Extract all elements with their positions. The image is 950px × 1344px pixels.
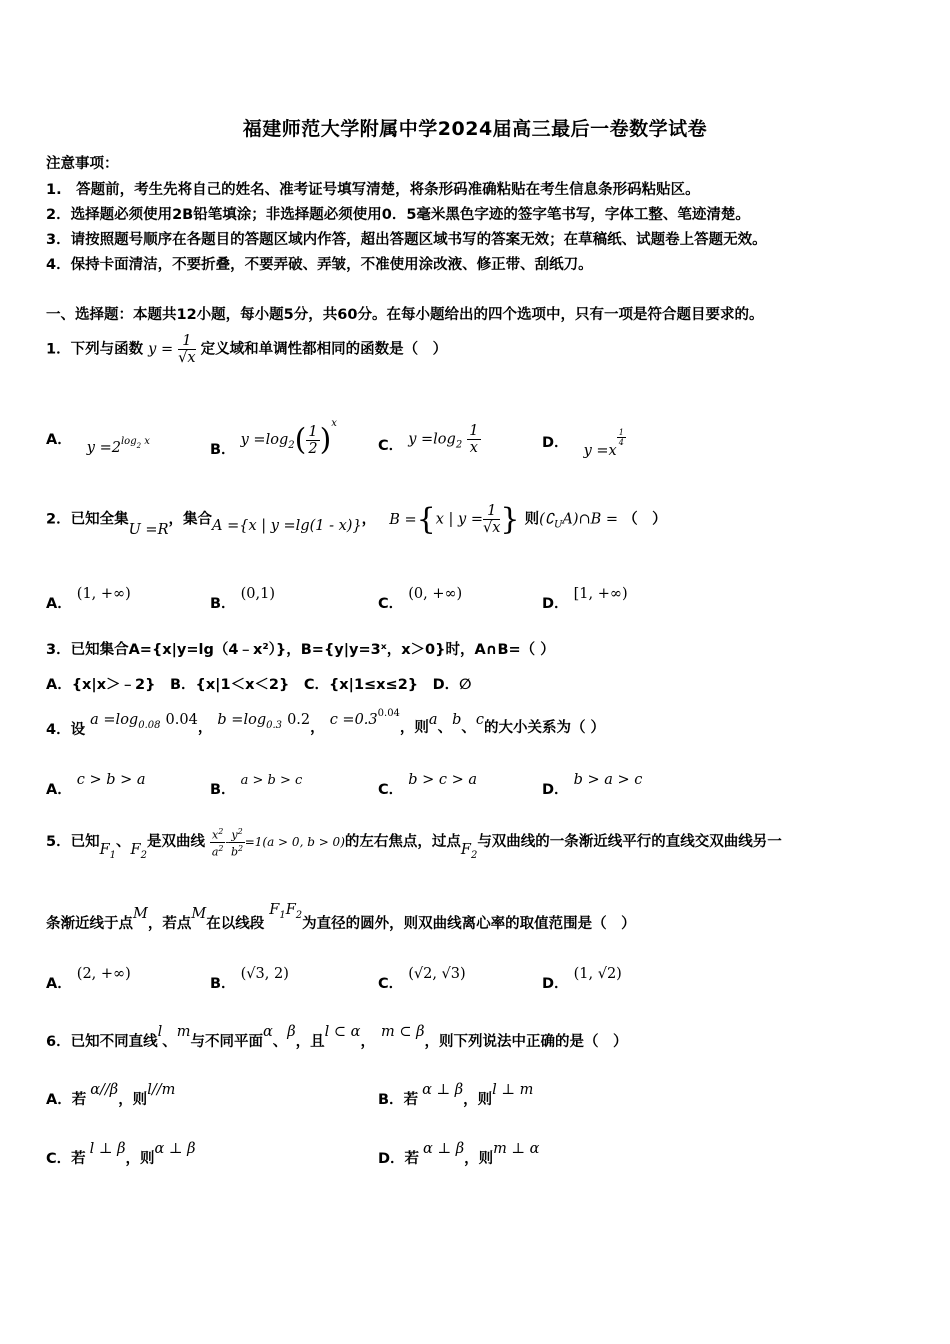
q5-sep: 、 [116, 834, 131, 851]
q4-var-c: c [475, 712, 484, 728]
q1-c-den: x [469, 440, 478, 456]
q2-option-c-value: (0, +∞) [408, 586, 463, 602]
q2-option-b[interactable] [210, 582, 275, 612]
q5-f2-sub: 2 [140, 850, 147, 862]
q4-prefix: 4．设 [46, 722, 86, 738]
q5-option-d[interactable] [542, 962, 622, 992]
q6-b-then-word: ，则 [463, 1092, 493, 1108]
q4-a-expr: a =log [90, 712, 139, 728]
q2-set-b-num: 1 [483, 503, 500, 520]
q1-c-sub: 2 [455, 439, 463, 451]
q2-comma: ， [361, 511, 377, 528]
q4-sep-1: 、 [437, 720, 453, 736]
q2-expr-sub: U [553, 519, 563, 531]
q2-set-b-frac [483, 503, 500, 536]
q1-option-b[interactable] [210, 418, 337, 458]
q4-var-a: a [428, 712, 438, 728]
q1-option-a[interactable] [46, 428, 150, 456]
q2-option-d[interactable] [542, 582, 628, 612]
q5-f2 [130, 842, 147, 862]
q2-label-d: D． [542, 596, 569, 612]
q1-d-exp-num: 1 [618, 428, 624, 437]
q6-d-then-word: ，则 [464, 1151, 494, 1167]
q5-y2-letter: y [231, 828, 238, 842]
q1-d-exp [617, 428, 626, 447]
q5-minus: - [225, 835, 230, 850]
q5-b2-letter: b [230, 845, 239, 859]
q4-then: ，则 [399, 720, 429, 736]
q6-plane-alpha: α [262, 1024, 273, 1040]
q4-label-d: D． [542, 782, 569, 798]
q6-label-b: B． [378, 1092, 404, 1108]
q1-b-lhs: y =log [240, 432, 289, 448]
q1-a-expr [86, 436, 150, 456]
q1-func-lhs: y = [148, 341, 174, 358]
q4-a-val: 0.04 [165, 712, 198, 728]
q6-c-then-word: ，则 [125, 1151, 155, 1167]
question-3-options[interactable]: A．{x|x＞﹣2} B．{x|1＜x＜2} C．{x|1≤x≤2} D．∅ [46, 677, 472, 693]
q5-y2-sq: 2 [237, 827, 243, 836]
q1-prefix: 1．下列与函数 [46, 341, 144, 358]
q5-option-a[interactable] [46, 962, 131, 992]
q5-f2-letter: F [130, 842, 141, 859]
q1-b-den: 2 [308, 440, 318, 457]
q5-option-a-value: (2, +∞) [76, 966, 131, 982]
page-title: 福建师范大学附属中学2024届高三最后一卷数学试卷 [242, 118, 708, 140]
q6-d-then: m ⊥ α [493, 1141, 540, 1157]
q5-seg-f2: F [285, 902, 296, 918]
q5-option-c-value: (√2, √3) [408, 966, 466, 982]
q6-a-then: l//m [147, 1082, 176, 1098]
q1-a-exp-var: x [144, 436, 150, 447]
question-3-stem: 3．已知集合A={x|y=lg（4﹣x²）}，B={y|y=3ˣ，x＞0}时，A∩B=（ ） [46, 642, 555, 658]
q4-sep-2: 、 [461, 720, 476, 736]
q2-universal-set: U =R [128, 521, 169, 538]
q2-expr-rest: A)∩B = [562, 511, 619, 528]
q2-then: 则 [524, 511, 540, 528]
q4-option-d-value: b > a > c [573, 772, 643, 788]
q4-var-b: b [452, 712, 462, 728]
q6-b-if: α ⊥ β [422, 1082, 464, 1098]
q2-option-a[interactable] [46, 582, 131, 612]
q5-segment [269, 902, 303, 921]
q1-b-paren-close: ) [319, 422, 332, 458]
q5-b2 [229, 843, 244, 859]
q5-f1-letter: F [99, 842, 110, 859]
q4-b-val: 0.2 [287, 712, 311, 728]
q4-label-c: C． [378, 782, 404, 798]
q6-mid1: 与不同平面 [190, 1034, 263, 1050]
q6-label-c: C． [46, 1151, 72, 1167]
q1-c-num: 1 [469, 423, 479, 439]
q1-a-base: y =2 [86, 440, 121, 456]
question-6-stem [46, 1020, 628, 1050]
q6-a-if-word: 若 [71, 1092, 87, 1108]
q5-x2-letter: x [212, 828, 219, 842]
q5-f2b-letter: F [460, 842, 471, 859]
q1-func-den: √x [178, 350, 196, 366]
q4-option-b[interactable] [210, 768, 303, 798]
q2-brace-open: { [416, 502, 436, 537]
q5-f1 [99, 842, 117, 862]
q6-b-then: l ⊥ m [492, 1082, 534, 1098]
q4-label-b: B． [210, 782, 236, 798]
q1-b-sub: 2 [288, 440, 295, 451]
q5-y2 [229, 826, 244, 843]
q1-label-c: C． [378, 437, 404, 454]
q6-plane-beta: β [287, 1024, 296, 1040]
q6-comma: ， [360, 1034, 375, 1050]
q6-suffix: ，则下列说法中正确的是（ ） [424, 1034, 628, 1050]
q2-label-c: C． [378, 596, 404, 612]
q1-d-base: y =x [583, 443, 617, 459]
q2-label-b: B． [210, 596, 236, 612]
q1-a-exp [120, 436, 150, 450]
q5-seg-f1: F [269, 902, 280, 918]
q1-func-num: 1 [178, 333, 195, 350]
q1-option-d[interactable] [542, 428, 626, 459]
q6-option-c[interactable] [46, 1137, 196, 1167]
q5-seg-s1: 1 [279, 910, 286, 921]
q5-mid1: 是双曲线 [146, 834, 205, 851]
q5-x2 [210, 826, 225, 843]
q5-frac-x [210, 826, 225, 858]
q2-prefix: 2．已知全集 [46, 511, 129, 528]
q2-text-set: ，集合 [168, 511, 212, 528]
q5-f2-b [460, 842, 478, 862]
q1-func-fraction [178, 333, 195, 366]
q4-option-c[interactable] [378, 768, 478, 798]
q4-b-sub: 0.3 [266, 720, 283, 731]
q1-d-exp-den: 4 [618, 438, 624, 447]
q1-label-d: D． [542, 435, 569, 451]
q5-x2-sq: 2 [218, 827, 224, 836]
notice-item-2: 2．选择题必须使用2B铅笔填涂；非选择题必须使用0．5毫米黑色字迹的签字笔书写，字体工整、笔迹清楚。 [46, 207, 750, 223]
q1-b-num: 1 [308, 423, 318, 440]
q2-tail: （ ） [623, 511, 667, 528]
q5-line2b: ，若点 [147, 916, 192, 932]
q6-line-m: m [176, 1024, 191, 1040]
q4-c-expr: c =0.3 [329, 712, 378, 728]
q2-label-a: A． [46, 596, 72, 612]
q5-a2-letter: a [211, 845, 219, 859]
q5-label-d: D． [542, 976, 569, 992]
q1-b-frac [306, 424, 319, 457]
q5-label-a: A． [46, 976, 72, 992]
q5-tail1: 与双曲线的一条渐近线平行的直线交双曲线另一 [477, 834, 782, 851]
q1-a-exp-sub: 2 [136, 442, 142, 450]
q5-seg-s2: 2 [295, 910, 303, 921]
q5-eq-rest: =1(a > 0, b > 0) [244, 835, 345, 850]
q4-option-a[interactable] [46, 768, 146, 798]
q1-b-paren-open: ( [294, 422, 307, 458]
question-2-stem [46, 502, 667, 537]
q2-set-a: A ={x | y =lg(1 - x)} [212, 517, 362, 534]
q5-b2-sq: 2 [238, 843, 244, 853]
q2-set-b-lhs: B = [389, 511, 417, 528]
q6-mid2: ，且 [295, 1034, 325, 1050]
q4-option-b-value: a > b > c [240, 773, 303, 788]
q4-option-c-value: b > c > a [408, 772, 478, 788]
q5-frac-y [229, 826, 244, 858]
q5-point-m-2: M [191, 906, 207, 922]
q2-option-b-value: (0,1) [240, 586, 275, 602]
q1-c-lhs: y =log [408, 431, 456, 448]
q4-c-exp: 0.04 [377, 708, 400, 719]
q5-prefix: 5．已知 [46, 834, 100, 851]
q6-c-if-word: 若 [71, 1151, 86, 1167]
q5-f1-sub: 1 [109, 850, 117, 862]
q4-option-d[interactable] [542, 768, 643, 798]
q6-option-a[interactable] [46, 1078, 176, 1108]
q4-a-sub: 0.08 [138, 720, 161, 731]
q1-suffix: 定义域和单调性都相同的函数是（ ） [200, 341, 448, 358]
q6-d-if-word: 若 [404, 1151, 420, 1167]
question-1-stem [46, 333, 447, 366]
notice-heading: 注意事项： [46, 156, 119, 172]
q5-mid2: 的左右焦点，过点 [344, 834, 461, 851]
q6-a-if: α//β [90, 1082, 119, 1098]
q2-set-b-den: √x [482, 520, 501, 536]
notice-item-1: 1. 答题前，考生先将自己的姓名、准考证号填写清楚，将条形码准确粘贴在考生信息条形码粘贴区。 [46, 182, 700, 198]
q6-label-d: D． [378, 1151, 405, 1167]
q6-d-if: α ⊥ β [423, 1141, 465, 1157]
q5-option-d-value: (1, √2) [573, 966, 622, 982]
q5-line2c: 在以线段 [206, 916, 265, 932]
q6-sep-2: 、 [272, 1034, 288, 1050]
q5-line2a: 条渐近线于点 [46, 916, 133, 932]
q1-a-exp-log: log [120, 436, 137, 447]
q4-label-a: A． [46, 782, 72, 798]
q2-brace-close: } [500, 502, 520, 537]
q2-option-d-value: [1, +∞) [573, 586, 628, 602]
q5-a2-sq: 2 [218, 843, 224, 853]
q5-line2d: 为直径的圆外，则双曲线离心率的取值范围是（ ） [302, 916, 636, 932]
q6-a-then-word: ，则 [118, 1092, 148, 1108]
q6-line-l: l [157, 1024, 163, 1040]
question-5-stem-line-2 [46, 902, 636, 932]
q4-option-a-value: c > b > a [76, 772, 146, 788]
q1-label-a: A． [46, 432, 72, 448]
q1-label-b: B． [210, 442, 236, 458]
q2-expr: (∁ [539, 511, 554, 528]
q2-set-b-inner: x | y = [435, 511, 483, 528]
q6-label-a: A． [46, 1092, 72, 1108]
q5-label-c: C． [378, 976, 404, 992]
q6-prefix: 6．已知不同直线 [46, 1034, 158, 1050]
q6-cond1: l ⊂ α [324, 1024, 361, 1040]
q5-a2 [210, 843, 225, 859]
q6-c-if: l ⊥ β [89, 1141, 126, 1157]
q2-option-a-value: (1, +∞) [76, 586, 131, 602]
q1-option-c[interactable] [378, 423, 481, 456]
notice-item-4: 4．保持卡面清洁，不要折叠，不要弄破、弄皱，不准使用涂改液、修正带、刮纸刀。 [46, 257, 593, 273]
q6-c-then: α ⊥ β [154, 1141, 196, 1157]
question-4-stem [46, 708, 606, 738]
q6-option-b[interactable] [378, 1078, 534, 1108]
notice-item-3: 3．请按照题号顺序在各题目的答题区域内作答，超出答题区域书写的答案无效；在草稿纸、试题卷上答题无效。 [46, 232, 767, 248]
q6-sep-1: 、 [162, 1034, 177, 1050]
q2-option-c[interactable] [378, 582, 463, 612]
section-heading: 一、选择题：本题共12小题，每小题5分，共60分。在每小题给出的四个选项中，只有一项是符合题目要求的。 [46, 307, 764, 323]
q6-b-if-word: 若 [403, 1092, 419, 1108]
q5-option-b-value: (√3, 2) [240, 966, 289, 982]
q6-cond2: m ⊂ β [380, 1024, 425, 1040]
q5-option-b[interactable] [210, 962, 289, 992]
q1-c-frac [467, 423, 480, 456]
q4-suffix: 的大小关系为（ ） [484, 720, 606, 736]
q4-comma-1: ， [197, 720, 213, 736]
q5-f2b-sub: 2 [470, 850, 478, 862]
q4-b-expr: b =log [217, 712, 267, 728]
q5-option-c[interactable] [378, 962, 466, 992]
q5-label-b: B． [210, 976, 236, 992]
q5-point-m: M [133, 906, 148, 922]
question-5-stem-line-1 [46, 826, 782, 862]
q4-comma-2: ， [310, 720, 325, 736]
q6-option-d[interactable] [378, 1137, 540, 1167]
q1-b-exp: x [331, 418, 337, 429]
